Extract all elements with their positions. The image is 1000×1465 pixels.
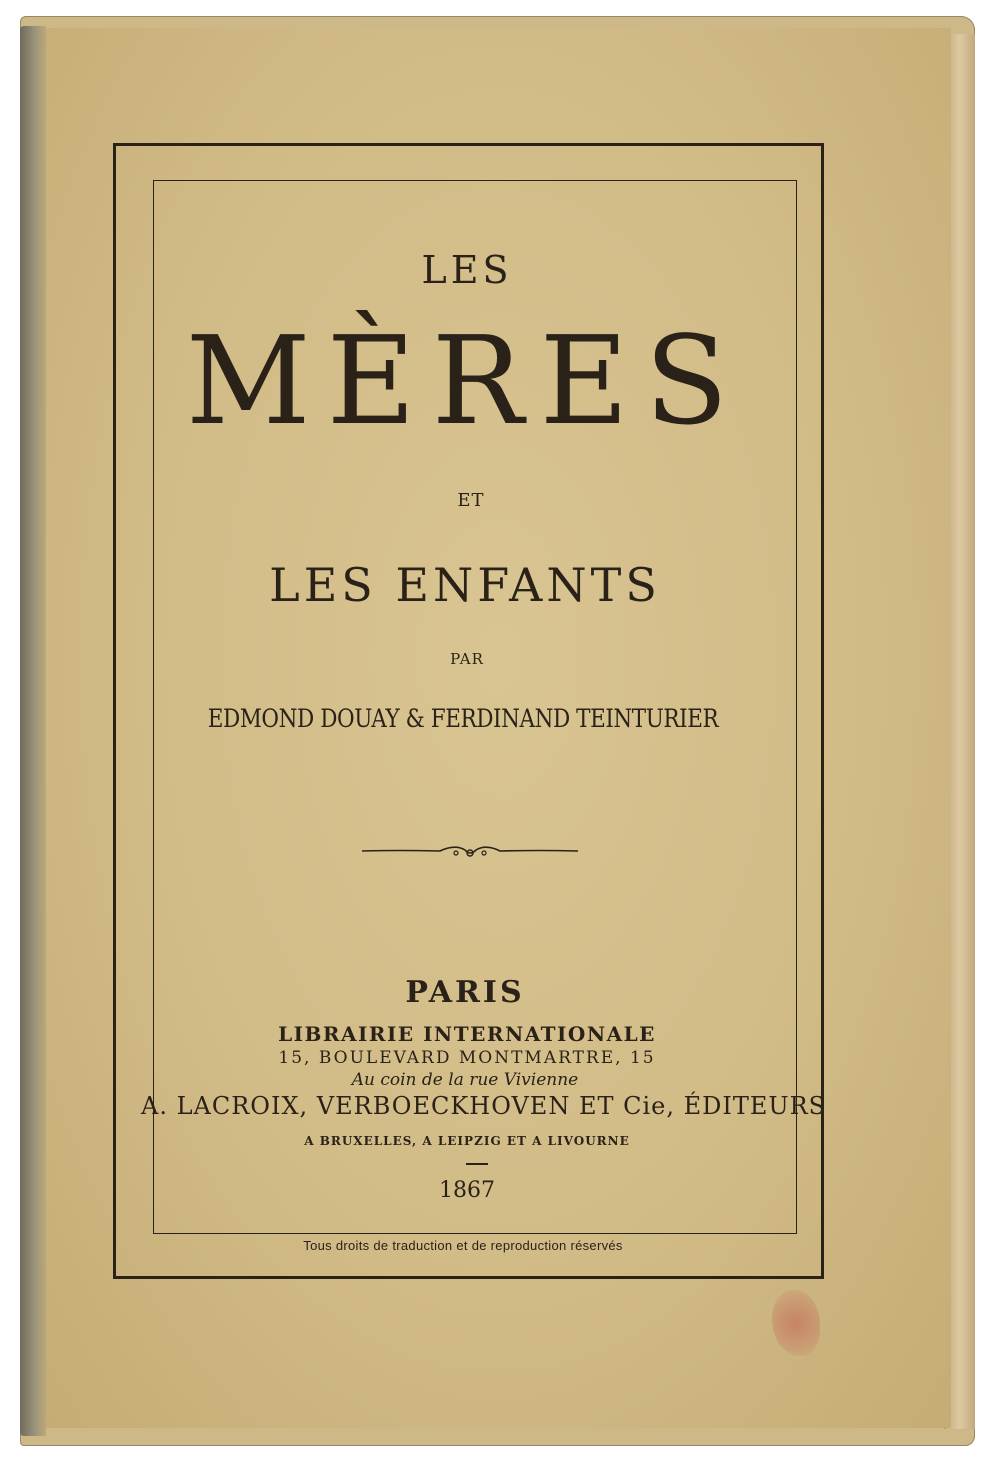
book-spine xyxy=(20,26,46,1436)
publisher-name: LIBRAIRIE INTERNATIONALE xyxy=(278,1022,656,1046)
publisher-address: 15, BOULEVARD MONTMARTRE, 15 xyxy=(278,1048,656,1068)
title-meres: MÈRES xyxy=(185,310,745,452)
title-les: LES xyxy=(421,248,513,292)
address-note: Au coin de la rue Vivienne xyxy=(351,1070,579,1090)
publication-year: 1867 xyxy=(439,1178,495,1203)
title-les-enfants: LES ENFANTS xyxy=(269,558,661,612)
editors: A. LACROIX, VERBOECKHOVEN ET Cie, ÉDITEURS xyxy=(141,1092,827,1120)
authors: EDMOND DOUAY & FERDINAND TEINTURIER xyxy=(207,704,719,733)
rights-notice: Tous droits de traduction et de reproduction réservés xyxy=(303,1238,623,1253)
other-cities: A BRUXELLES, A LEIPZIG ET A LIVOURNE xyxy=(304,1134,630,1148)
separator-dash xyxy=(466,1163,488,1165)
ornament-flourish xyxy=(360,838,580,864)
byline-par: PAR xyxy=(450,650,484,668)
title-et: ET xyxy=(457,490,485,511)
publication-city: PARIS xyxy=(405,975,525,1010)
